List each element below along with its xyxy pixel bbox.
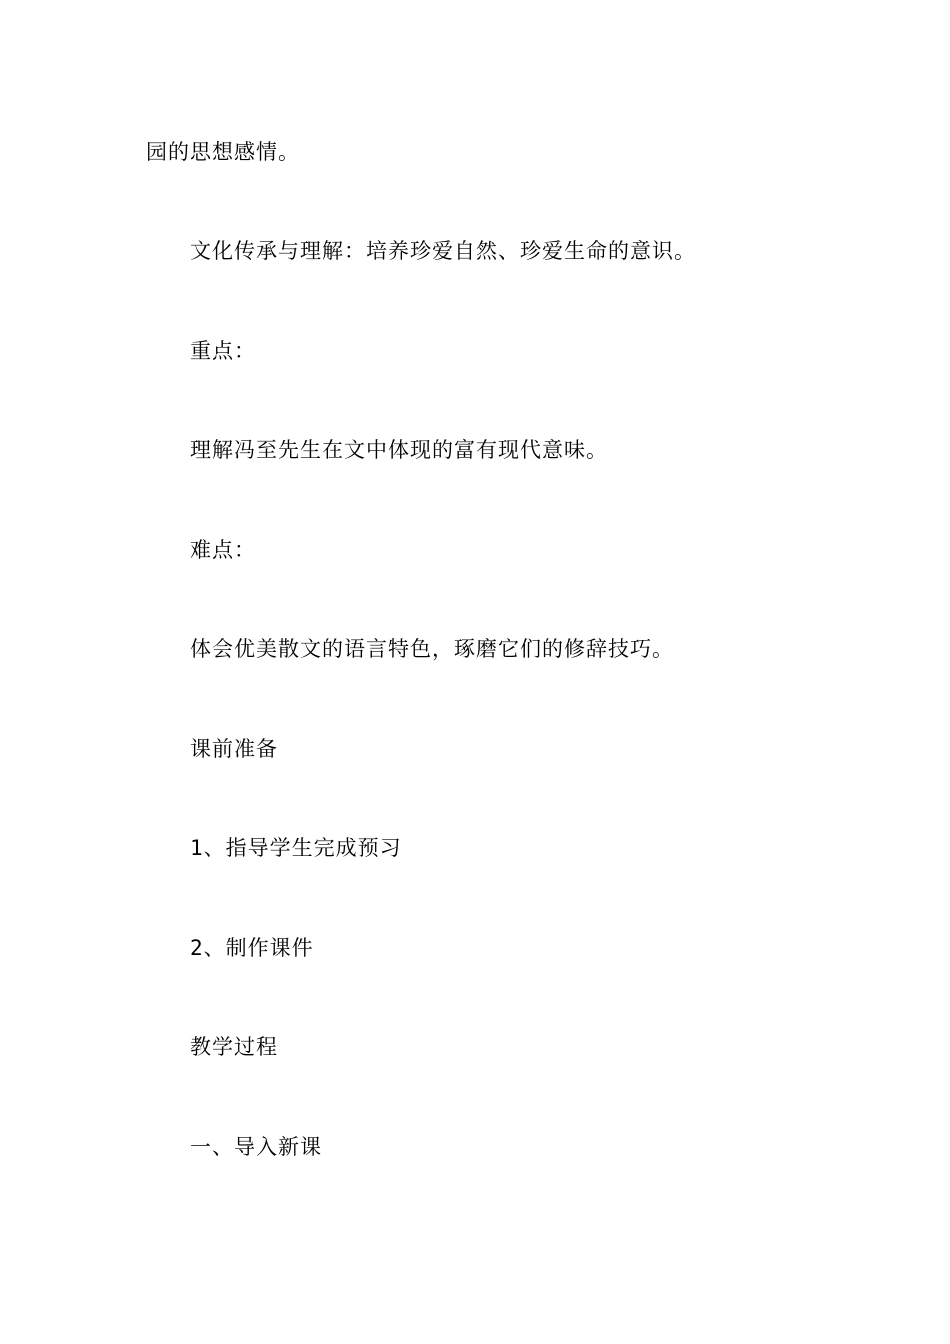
heading-difficulty: 难点： xyxy=(190,538,256,562)
difficulty-text: 体会优美散文的语言特色，琢磨它们的修辞技巧。 xyxy=(190,637,674,661)
section-introduction: 一、导入新课 xyxy=(190,1135,322,1159)
heading-teaching-process: 教学过程 xyxy=(190,1035,278,1059)
heading-preparation: 课前准备 xyxy=(190,737,278,761)
preparation-item-1: 1、指导学生完成预习 xyxy=(190,836,402,860)
heading-key-point: 重点： xyxy=(190,339,256,363)
objective-culture: 文化传承与理解：培养珍爱自然、珍爱生命的意识。 xyxy=(190,239,696,263)
paragraph-continuation: 园的思想感情。 xyxy=(146,140,300,164)
preparation-item-2: 2、制作课件 xyxy=(190,936,314,960)
key-point-text: 理解冯至先生在文中体现的富有现代意味。 xyxy=(190,438,608,462)
